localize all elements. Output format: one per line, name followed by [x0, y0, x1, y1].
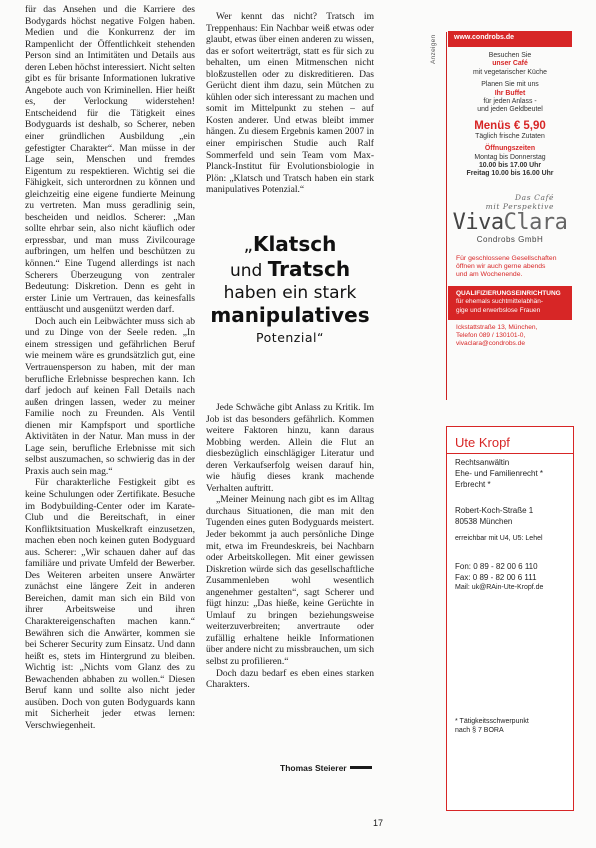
ad-text: unser Café: [492, 60, 528, 68]
ad-hours: Montag bis Donnerstag: [474, 153, 546, 161]
ad-tagline: Das Café: [515, 192, 554, 202]
lawyer-advertisement: [446, 426, 574, 811]
ad-text: Für geschlossene Gesellschaften: [456, 254, 557, 262]
ad-address: [448, 320, 572, 353]
page-number: 17: [373, 818, 384, 828]
pull-quote-open-mark: „: [243, 235, 253, 256]
ad-divider: [446, 32, 447, 400]
ad-text: für jeden Anlass -: [483, 98, 537, 106]
ad-text: und am Wochenende.: [456, 271, 523, 279]
pull-quote-word: Tratsch: [267, 257, 351, 281]
ad-text: QUALIFIZIERUNGSEINRICHTUNG: [456, 289, 561, 297]
vivaclara-logo: VivaClara: [452, 209, 568, 235]
author-byline: Thomas Steierer: [280, 763, 347, 773]
article-column-2-top: [206, 11, 374, 196]
ad-text: Ihr Buffet: [494, 89, 526, 97]
paragraph: Wer kennt das nicht? Tratsch im Treppenhaus: Ein Nachbar weiß etwas oder glaubt, etwas über einen anderen zu wissen, das er sofort weiterträgt, statt es für sich zu behalten, um einen Mitmenschen nicht bloßzustellen oder zu diskreditieren. Das Gerücht dient ihm dazu, sein Mütchen zu kühlen oder sich interessant zu machen und somit im Mittelpunkt zu stehen – auf Kosten anderer. Und etwas bleibt immer hängen. Zu diesem Ergebnis kamen 2007 in einer empirischen Studie auch Ralf Sommerfeld und sein Team vom Max-Planck-Institut für Evolutionsbiologie in Plön: „Klatsch und Tratsch haben ein stark manipulatives Potenzial.“: [206, 11, 374, 196]
paragraph: Doch auch ein Leibwächter muss sich ab und zu Dinge von der Seele reden. „In einem stressigen und gefährlichen Beruf wie meinem wäre es grundsätzlich gut, eine Vertrauensperson zu haben, mit der man berufliche Erlebnisse besprechen kann. Ich darf jedoch auf keinen Fall Details nach außen dringen lassen, weder zu meiner Familie noch zu Freunden. Als Ventil dienen mir Kampfsport und sportliche Aktivitäten in der Natur. Man muss in der Lage sein, berufliche Erlebnisse mit sich selbst auszumachen, so schwierig das in der Praxis auch sein mag.“: [25, 315, 195, 477]
lawyer-role: Ehe- und Familienrecht *: [455, 469, 544, 478]
pull-quote-word: Potenzial“: [256, 330, 324, 345]
lawyer-footnote: * Tätigkeitsschwerpunkt: [455, 718, 529, 725]
ad-tagline: mit Perspektive: [485, 201, 554, 211]
article-column-1: [25, 4, 195, 731]
ad-text: mit vegetarischer Küche: [473, 68, 547, 76]
ad-url[interactable]: www.condrobs.de: [448, 31, 572, 47]
paragraph: Doch dazu bedarf es eben eines starken Charakters.: [206, 667, 374, 691]
author-end-mark: [350, 766, 372, 769]
pull-quote-word: Klatsch: [252, 232, 337, 256]
ad-qualification-box: [448, 286, 572, 320]
pull-quote-word: haben ein stark: [223, 283, 357, 303]
ad-text: und jeden Geldbeutel: [477, 106, 543, 114]
lawyer-transit: erreichbar mit U4, U5: Lehel: [455, 535, 543, 542]
article-column-2-bottom: [206, 402, 374, 691]
pull-quote: [206, 232, 374, 348]
paragraph: Für charakterliche Festigkeit gibt es keine Schulungen oder Zertifikate. Besuche im Bodybuilding-Center oder im Karate-Club und die Bereitschaft, in einer Konfliktsituation Muskelkraft einzusetzen, machen eben noch keinen guten Bodyguard aus. Scherer: „Wir schauen daher auf das familiäre und private Umfeld der Bewerber. Des Weiteren arbeiten unsere Anwärter zunächst eine längere Zeit in anderen Bereichen, damit man sich ein Bild von ihrer Arbeitsweise und ihren Charaktereigenschaften machen kann.“ Bewähren sich die Anwärter, kommen sie bei Scherer Security zum Einsatz. Und dann heißt es, stets im Hintergrund zu bleiben. Wichtig ist: „Nichts vom Glanz des zu Bewachenden abhaben zu wollen.“ Diesen Beruf kann und sollte also nicht jeder ausüben. Doch von guten Bodyguards kann mit Sicherheit jeder etwas lernen: Verschwiegenheit.: [25, 477, 195, 731]
paragraph: Jede Schwäche gibt Anlass zu Kritik. Im Job ist das besonders gefährlich. Kommen weitere Faktoren hinzu, kann daraus Mobbing werden. Allein die Flut an diesbezüglich einschlägiger Literatur und deren Verkaufserfolg weisen darauf hin, wie häufig dieses krank machende Verhalten auftritt.: [206, 402, 374, 494]
cafe-advertisement: [448, 31, 572, 399]
ad-text: Täglich frische Zutaten: [475, 132, 545, 140]
ad-text: Ickstattstraße 13, München,: [456, 323, 538, 331]
lawyer-footnote: nach § 7 BORA: [455, 727, 504, 734]
ad-text: für ehemals suchtmittelabhän-: [456, 298, 544, 306]
lawyer-name: Ute Kropf: [455, 435, 510, 450]
ad-text: Planen Sie mit uns: [481, 81, 539, 89]
lawyer-street: Robert-Koch-Straße 1: [455, 506, 534, 515]
pull-quote-word: manipulatives: [210, 303, 370, 327]
ad-company: Condrobs GmbH: [476, 234, 544, 244]
paragraph: für das Ansehen und die Karriere des Bodygards höchst negative Folgen haben. Medien und die Konkurrenz der im Rampenlicht der Öffentlichkeit stehenden Person sind an Intimitäten und Details aus deren Leben höchst interessiert. Nicht selten gibt es für brisante Informationen lukrative Angebote auch von Kriminellen. Hier heißt es, der Verlockung widerstehen! Entscheidend für die Tätigkeit eines Bodyguards ist deshalb, so Scherer, neben einer gründlichen Ausbildung „ein gefestigter Charakter“. Man müsse in der Lage sein, Menschen und fremdes Eigentum zu respektieren. Wichtig sei die Fähigkeit, sich unterordnen zu können und gleichzeitig eine eigene fundierte Meinung zu vertreten. Man muss geradlinig sein, bescheiden und neidlos. Scherer: „Man sollte ehrbar sein, also nicht käuflich oder erpressbar, und man muss Zivilcourage aufbringen, um helfen und beschützen zu können.“ Eine Tugend allerdings ist nach Scherers Überzeugung von zentraler Bedeutung: Diskretion. Denn es geht in erster Linie um Vertrauen, das keinesfalls enttäuscht und ausgenützt werden darf.: [25, 4, 195, 316]
ad-text: öffnen wir auch gerne abends: [456, 263, 546, 271]
pull-quote-word: und: [229, 261, 263, 281]
ad-hours: Freitag 10.00 bis 16.00 Uhr: [466, 170, 554, 178]
lawyer-role: Rechtsanwältin: [455, 458, 510, 467]
lawyer-phone: Fon: 0 89 - 82 00 6 110: [455, 562, 538, 571]
ad-text: Telefon 089 / 130101-0,: [456, 331, 526, 339]
ad-text: gige und erwerbslose Frauen: [456, 306, 541, 314]
paragraph: „Meiner Meinung nach gibt es im Alltag durchaus Situationen, die man mit den Tugenden eines guten Bodyguards meistert. Jeder bekommt ja auch persönliche Dinge mit, etwa im Freundeskreis, bei Nachbarn oder Arbeitskollegen. Mit einer gewissen Diskretion würde sich das gesellschaftliche Zusammenleben wohl wesentlich angenehmer gestalten“, sagt Scherer und fügt hinzu: „Das hieße, keine Gerüchte in Umlauf zu bringen beziehungsweise weiterzuverbreiten; anvertraute oder zufällig erhaltene heikle Informationen über andere nicht zu missbrauchen, um sich selbst zu profilieren.“: [206, 494, 374, 668]
lawyer-email[interactable]: Mail: uk@RAin-Ute-Kropf.de: [455, 584, 544, 591]
lawyer-role: Erbrecht *: [455, 480, 491, 489]
ad-section-label: Anzeigen: [430, 34, 437, 64]
lawyer-city: 80538 München: [455, 517, 513, 526]
lawyer-fax: Fax: 0 89 - 82 00 6 111: [455, 573, 537, 582]
ad-hours-title: Öffnungszeiten: [484, 145, 536, 153]
ad-text: Besuchen Sie: [488, 52, 532, 59]
ad-menu-price: Menüs € 5,90: [474, 119, 546, 132]
ad-hours: 10.00 bis 17.00 Uhr: [478, 162, 542, 170]
ad-email[interactable]: vivaclara@condrobs.de: [456, 340, 526, 348]
